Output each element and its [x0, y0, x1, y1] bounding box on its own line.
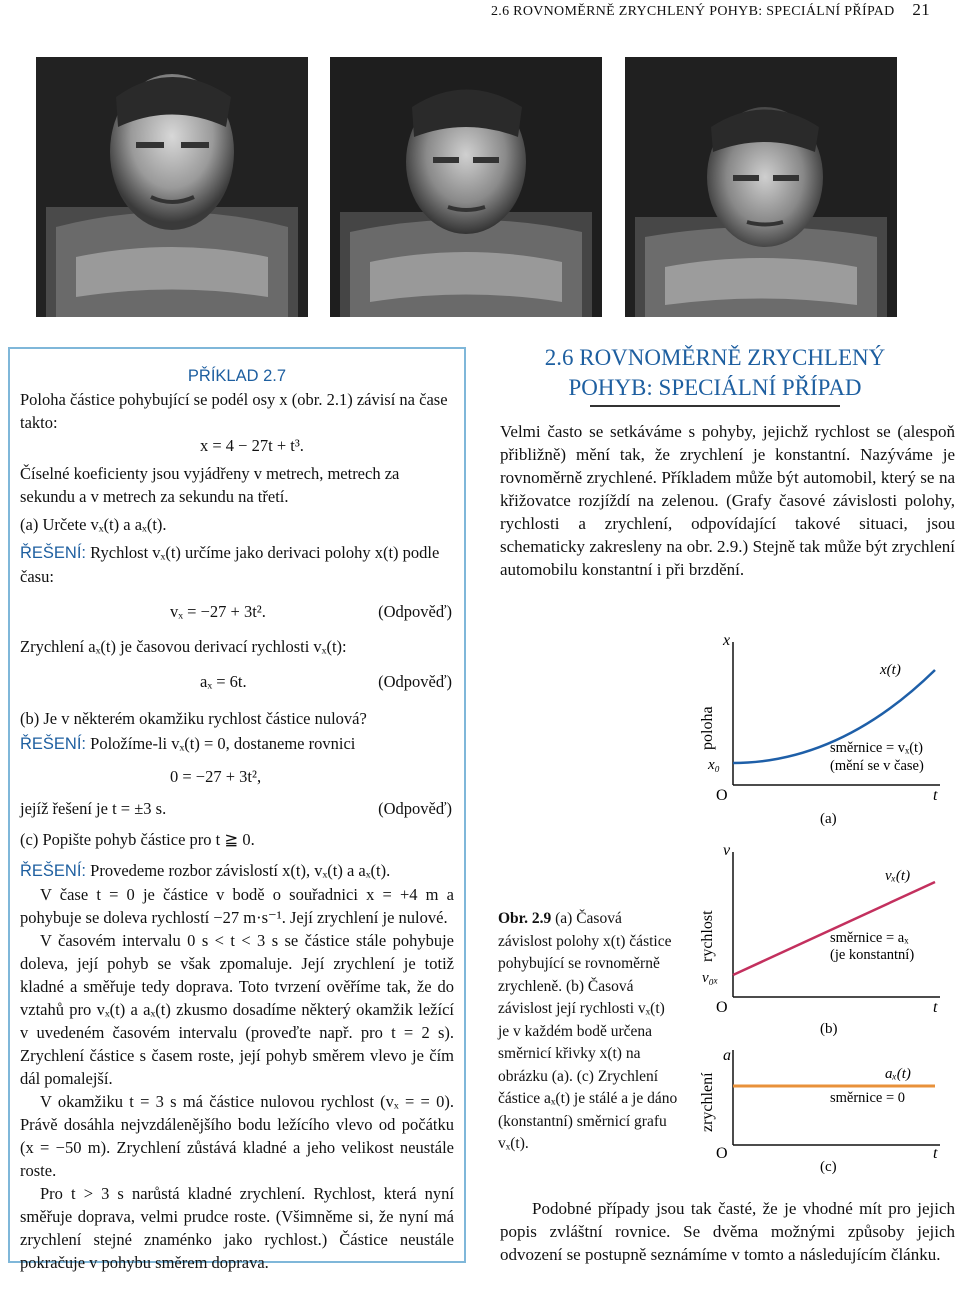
solution-b-text: Položíme-li vₓ(t) = 0, dostaneme rovnici — [90, 734, 356, 753]
running-header — [0, 0, 960, 30]
graph-c-slope1: směrnice = 0 — [830, 1090, 906, 1106]
header-title — [491, 0, 930, 20]
graph-c-panel: (c) — [820, 1159, 837, 1175]
graph-a — [690, 630, 955, 830]
section-title — [500, 343, 930, 403]
question-a: (a) Určete vₓ(t) a aₓ(t). — [20, 515, 167, 534]
graph-c-t: t — [933, 1145, 938, 1162]
section-title-line1: 2.6 ROVNOMĚRNĚ ZRYCHLENÝ — [544, 345, 886, 370]
graph-a-y-axis: x — [723, 632, 731, 649]
graph-b-curve-label: vₓ(t) — [885, 868, 911, 884]
acceleration-text: Zrychlení aₓ(t) je časovou derivací rychlosti vₓ(t): — [20, 637, 347, 656]
graph-a-slope2: (mění se v čase) — [830, 758, 924, 774]
example-coefficients: Číselné koeficienty jsou vyjádřeny v metrech, metrech za sekundu a v metrech za sekundu na třetí. — [20, 464, 400, 506]
graph-a-y0: x₀ — [708, 757, 720, 773]
solution-label: ŘEŠENÍ: — [20, 862, 87, 880]
solution-label: ŘEŠENÍ: — [20, 544, 87, 562]
equation-row — [20, 600, 454, 623]
paragraph-2: V časovém intervalu 0 s < t < 3 s se částice stále pohybuje doleva, její pohyb se však zpomaluje. Její zrychlení je totiž kladné a směřuje tedy doprava. Toto tvrzení ověříme tak, že do vztahů pro vₓ(t) a aₓ(t) zkusmo dosadíme některý okamžik ležící v uvedeném časovém intervalu (proveďte např. pro t = 2 s). Zrychlení částice s časem roste, její pohyb směrem vlevo je čím dál pomalejší. — [20, 931, 454, 1088]
equation-acceleration: aₓ = 6t. — [200, 672, 247, 691]
example-title: PŘÍKLAD 2.7 — [187, 367, 287, 385]
bottom-paragraph: Podobné případy jsou tak časté, že je vhodné mít pro jejich popis zvláštní rovnice. Se dvěma možnými způsoby jejich odvození se postupně seznámíme v tomto a následujícím článku. — [500, 1199, 955, 1264]
graph-b-slope1: směrnice = aₓ — [830, 930, 909, 946]
graph-b-slope2: (je konstantní) — [830, 947, 915, 963]
graph-b — [690, 842, 955, 1042]
graph-a-slope1: směrnice = vₓ(t) — [830, 740, 923, 756]
graph-c-origin: O — [716, 1145, 728, 1162]
graph-a-ylabel: poloha — [699, 706, 716, 750]
photo-1 — [36, 57, 308, 317]
graph-b-panel: (b) — [820, 1021, 838, 1037]
example-intro: Poloha částice pohybující se podél osy x (obr. 2.1) závisí na čase takto: — [20, 390, 448, 432]
graph-c-ylabel: zrychlení — [699, 1072, 716, 1132]
answer-label: (Odpověď) — [378, 602, 452, 621]
header-section-title: 2.6 ROVNOMĚRNĚ ZRYCHLENÝ POHYB: SPECIÁLNÍ PŘÍPAD — [490, 4, 895, 19]
example-content — [20, 365, 454, 1274]
graph-b-origin: O — [716, 999, 728, 1016]
question-c: (c) Popište pohyb částice pro t ≧ 0. — [20, 830, 255, 849]
graph-c-curve-label: aₓ(t) — [885, 1066, 911, 1082]
paragraph-1: V čase t = 0 je částice v bodě o souřadnici x = +4 m a pohybuje se doleva rychlostí −27 m·s⁻¹. Její zrychlení je nulové. — [20, 885, 454, 927]
answer-label: (Odpověď) — [378, 672, 452, 691]
root-text: jejíž řešení je t = ±3 s. — [20, 799, 167, 818]
figure-caption — [498, 908, 678, 1156]
equation-velocity: vₓ = −27 + 3t². — [170, 602, 266, 621]
graph-b-t: t — [933, 999, 938, 1016]
section-title-line2: POHYB: SPECIÁLNÍ PŘÍPAD — [568, 375, 862, 400]
equation-row — [20, 670, 454, 693]
equation-zero-velocity: 0 = −27 + 3t², — [170, 767, 262, 786]
equation-position: x = 4 − 27t + t³. — [200, 436, 304, 455]
title-rule — [590, 405, 840, 407]
question-b: (b) Je v některém okamžiku rychlost částice nulová? — [20, 709, 367, 728]
solution-a-text: Rychlost vₓ(t) určíme jako derivaci polohy x(t) podle času: — [20, 543, 440, 586]
section-body: Velmi často se setkáváme s pohyby, jejichž rychlost se (alespoň přibližně) mění tak, že zrychlení je konstantní. Nazýváme je rovnoměrně zrychlené. Příkladem může být automobil, který se na křižovatce rozjíždí na zelenou. (Grafy časové závislosti polohy, rychlosti a zrychlení, odpovídající takové situaci, jsou schematicky zakresleny na obr. 2.9.) Stejně tak může být zrychlení automobilu konstantní i při brzdění. — [500, 422, 955, 579]
graph-a-curve-label: x(t) — [880, 662, 901, 678]
figure-label: Obr. 2.9 — [498, 910, 552, 927]
graph-c-y-axis: a — [723, 1047, 731, 1064]
graph-a-origin: O — [716, 787, 728, 804]
photo-3 — [625, 57, 897, 317]
photo-2 — [330, 57, 602, 317]
answer-label: (Odpověď) — [378, 799, 452, 818]
graph-b-ylabel: rychlost — [699, 910, 716, 962]
graph-b-y0: v₀ₓ — [702, 970, 719, 986]
paragraph-3: V okamžiku t = 3 s má částice nulovou rychlost (vₓ = = 0). Právě dosáhla nejvzdálenějšího bodu ležícího vlevo od počátku (x = −50 m). Zrychlení zůstává kladné a jeho velikost neustále roste. — [20, 1092, 454, 1180]
equation-row — [20, 765, 454, 788]
graph-a-t: t — [933, 787, 938, 804]
graph-a-panel: (a) — [820, 811, 837, 827]
graph-c — [690, 1040, 955, 1180]
solution-label: ŘEŠENÍ: — [20, 735, 87, 753]
equation-row — [20, 797, 454, 820]
graph-b-y-axis: v — [723, 842, 731, 859]
equation-row — [20, 434, 454, 457]
solution-c-text: Provedeme rozbor závislostí x(t), vₓ(t) a aₓ(t). — [90, 861, 391, 880]
page-number: 21 — [912, 0, 930, 19]
paragraph-4: Pro t > 3 s narůstá kladné zrychlení. Rychlost, která nyní směřuje doprava, velmi prudce roste. (Všimněme si, že nyní má zrychlení stejné znaménko jako rychlost.) Částice neustále pokračuje v pohybu směrem doprava. — [20, 1184, 454, 1272]
figure-caption-text: (a) Časová závislost polohy x(t) částice pohybující se rovnoměrně zrychleně. (b) Časová závislost její rychlosti vₓ(t) je v každém bodě určena směrnicí křivky x(t) na obrázku (a). (c) Zrychlení částice aₓ(t) je stálé a je dáno (konstantní) směrnicí grafu vₓ(t). — [498, 910, 678, 1152]
